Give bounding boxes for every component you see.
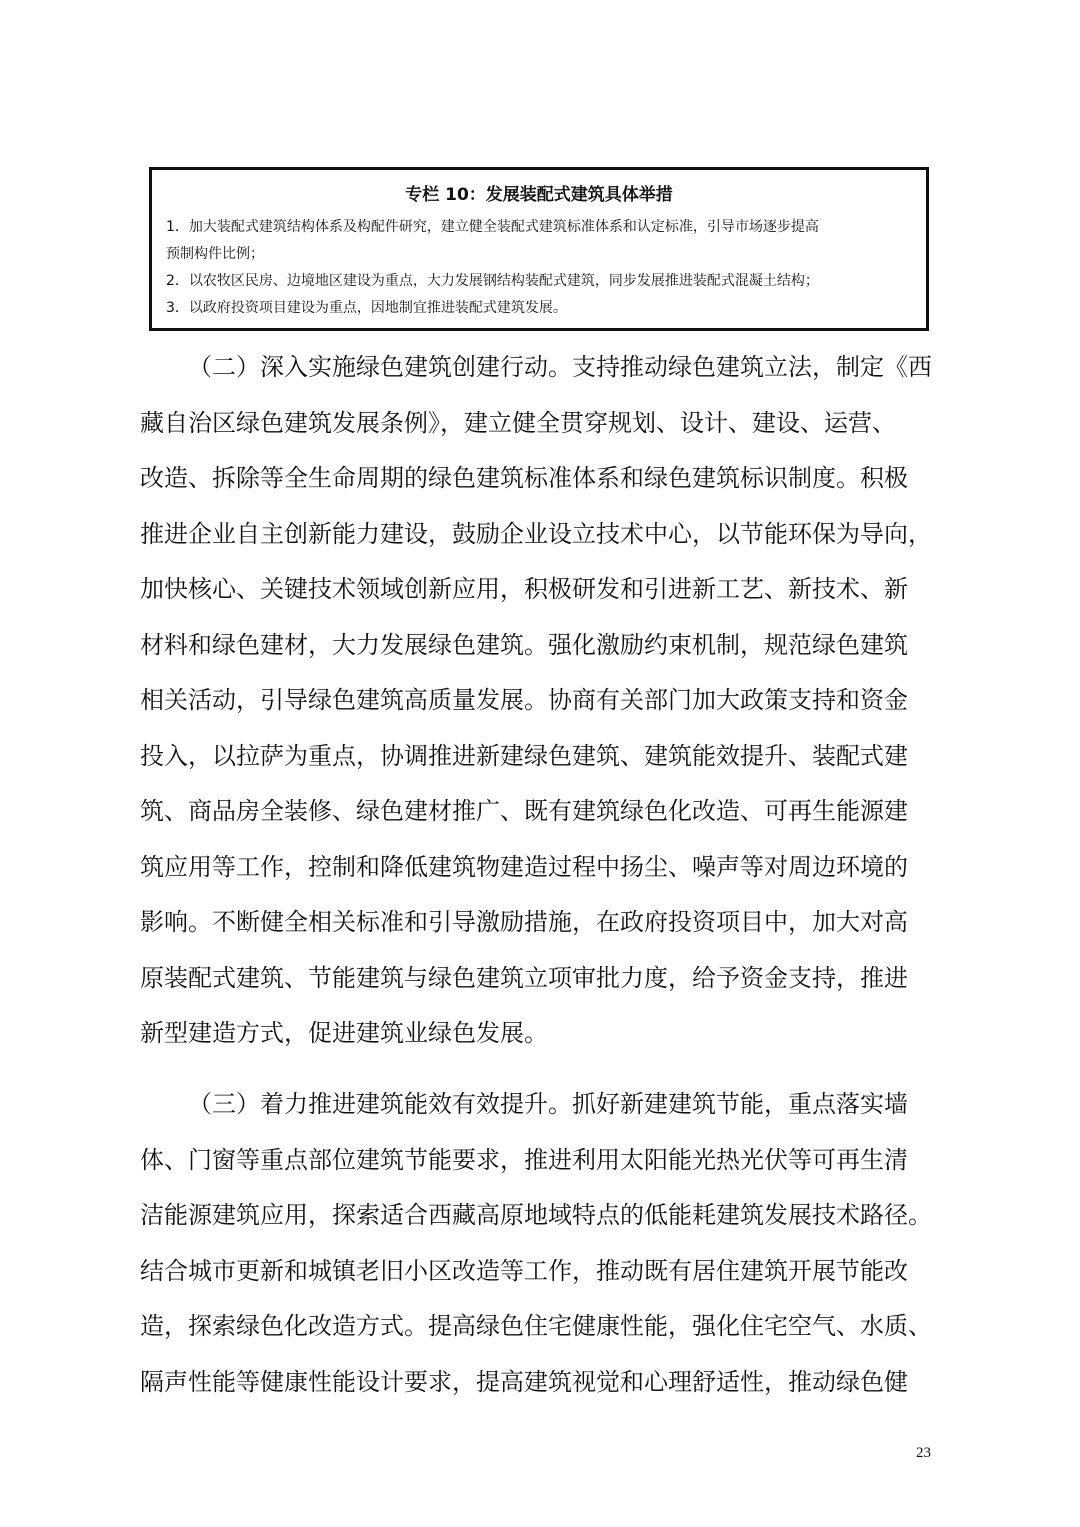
paragraph-energy-efficiency bbox=[140, 1077, 940, 1410]
special-column-box bbox=[149, 167, 929, 331]
paragraph-line: 筑、商品房全装修、绿色建材推广、既有建筑绿色化改造、可再生能源建 bbox=[140, 797, 908, 825]
box-item: 2．以农牧区民房、边境地区建设为重点，大力发展钢结构装配式建筑，同步发展推进装配式混凝土结构； bbox=[166, 273, 819, 289]
paragraph-line: 洁能源建筑应用，探索适合西藏高原地域特点的低能耗建筑发展技术路径。 bbox=[140, 1201, 932, 1229]
box-item: 3．以政府投资项目建设为重点，因地制宜推进装配式建筑发展。 bbox=[166, 300, 567, 316]
section-heading: （二）深入实施绿色建筑创建行动。 bbox=[188, 353, 572, 381]
paragraph-line: 加快核心、关键技术领域创新应用，积极研发和引进新工艺、新技术、新 bbox=[140, 575, 908, 603]
paragraph-green-building bbox=[140, 340, 940, 1062]
paragraph-line: 推进企业自主创新能力建设，鼓励企业设立技术中心，以节能环保为导向， bbox=[140, 519, 932, 548]
page-number: 23 bbox=[916, 1445, 931, 1461]
box-title: 专栏 10：发展装配式建筑具体举措 bbox=[405, 185, 673, 205]
paragraph-line: 原装配式建筑、节能建筑与绿色建筑立项审批力度，给予资金支持，推进 bbox=[140, 963, 908, 992]
paragraph-line bbox=[140, 340, 940, 396]
paragraph-line: 材料和绿色建材，大力发展绿色建筑。强化激励约束机制，规范绿色建筑 bbox=[140, 630, 908, 659]
paragraph-line: 隔声性能等健康性能设计要求，提高建筑视觉和心理舒适性，推动绿色健 bbox=[140, 1367, 908, 1396]
paragraph-line: 改造、拆除等全生命周期的绿色建筑标准体系和绿色建筑标识制度。积极 bbox=[140, 464, 908, 492]
paragraph-line: 体、门窗等重点部位建筑节能要求，推进利用太阳能光热光伏等可再生清 bbox=[140, 1145, 908, 1174]
paragraph-line: 造，探索绿色化改造方式。提高绿色住宅健康性能，强化住宅空气、水质、 bbox=[140, 1312, 932, 1340]
paragraph-text: 抓好新建建筑节能，重点落实墙 bbox=[572, 1090, 908, 1118]
paragraph-line bbox=[140, 1077, 940, 1133]
paragraph-line: 相关活动，引导绿色建筑高质量发展。协商有关部门加大政策支持和资金 bbox=[140, 686, 908, 714]
box-item: 1．加大装配式建筑结构体系及构配件研究，建立健全装配式建筑标准体系和认定标准，引导市场逐步提高 bbox=[166, 219, 819, 235]
paragraph-text: 支持推动绿色建筑立法，制定《西 bbox=[572, 353, 932, 381]
paragraph-line: 投入，以拉萨为重点，协调推进新建绿色建筑、建筑能效提升、装配式建 bbox=[140, 741, 908, 770]
paragraph-line: 结合城市更新和城镇老旧小区改造等工作，推动既有居住建筑开展节能改 bbox=[140, 1256, 908, 1285]
box-item: 预制构件比例； bbox=[166, 246, 264, 262]
paragraph-line: 新型建造方式，促进建筑业绿色发展。 bbox=[140, 1019, 548, 1047]
paragraph-line: 筑应用等工作，控制和降低建筑物建造过程中扬尘、噪声等对周边环境的 bbox=[140, 852, 908, 881]
paragraph-line: 影响。不断健全相关标准和引导激励措施，在政府投资项目中，加大对高 bbox=[140, 908, 908, 936]
section-heading: （三）着力推进建筑能效有效提升。 bbox=[188, 1090, 572, 1118]
paragraph-line: 藏自治区绿色建筑发展条例》，建立健全贯穿规划、设计、建设、运营、 bbox=[140, 408, 896, 437]
